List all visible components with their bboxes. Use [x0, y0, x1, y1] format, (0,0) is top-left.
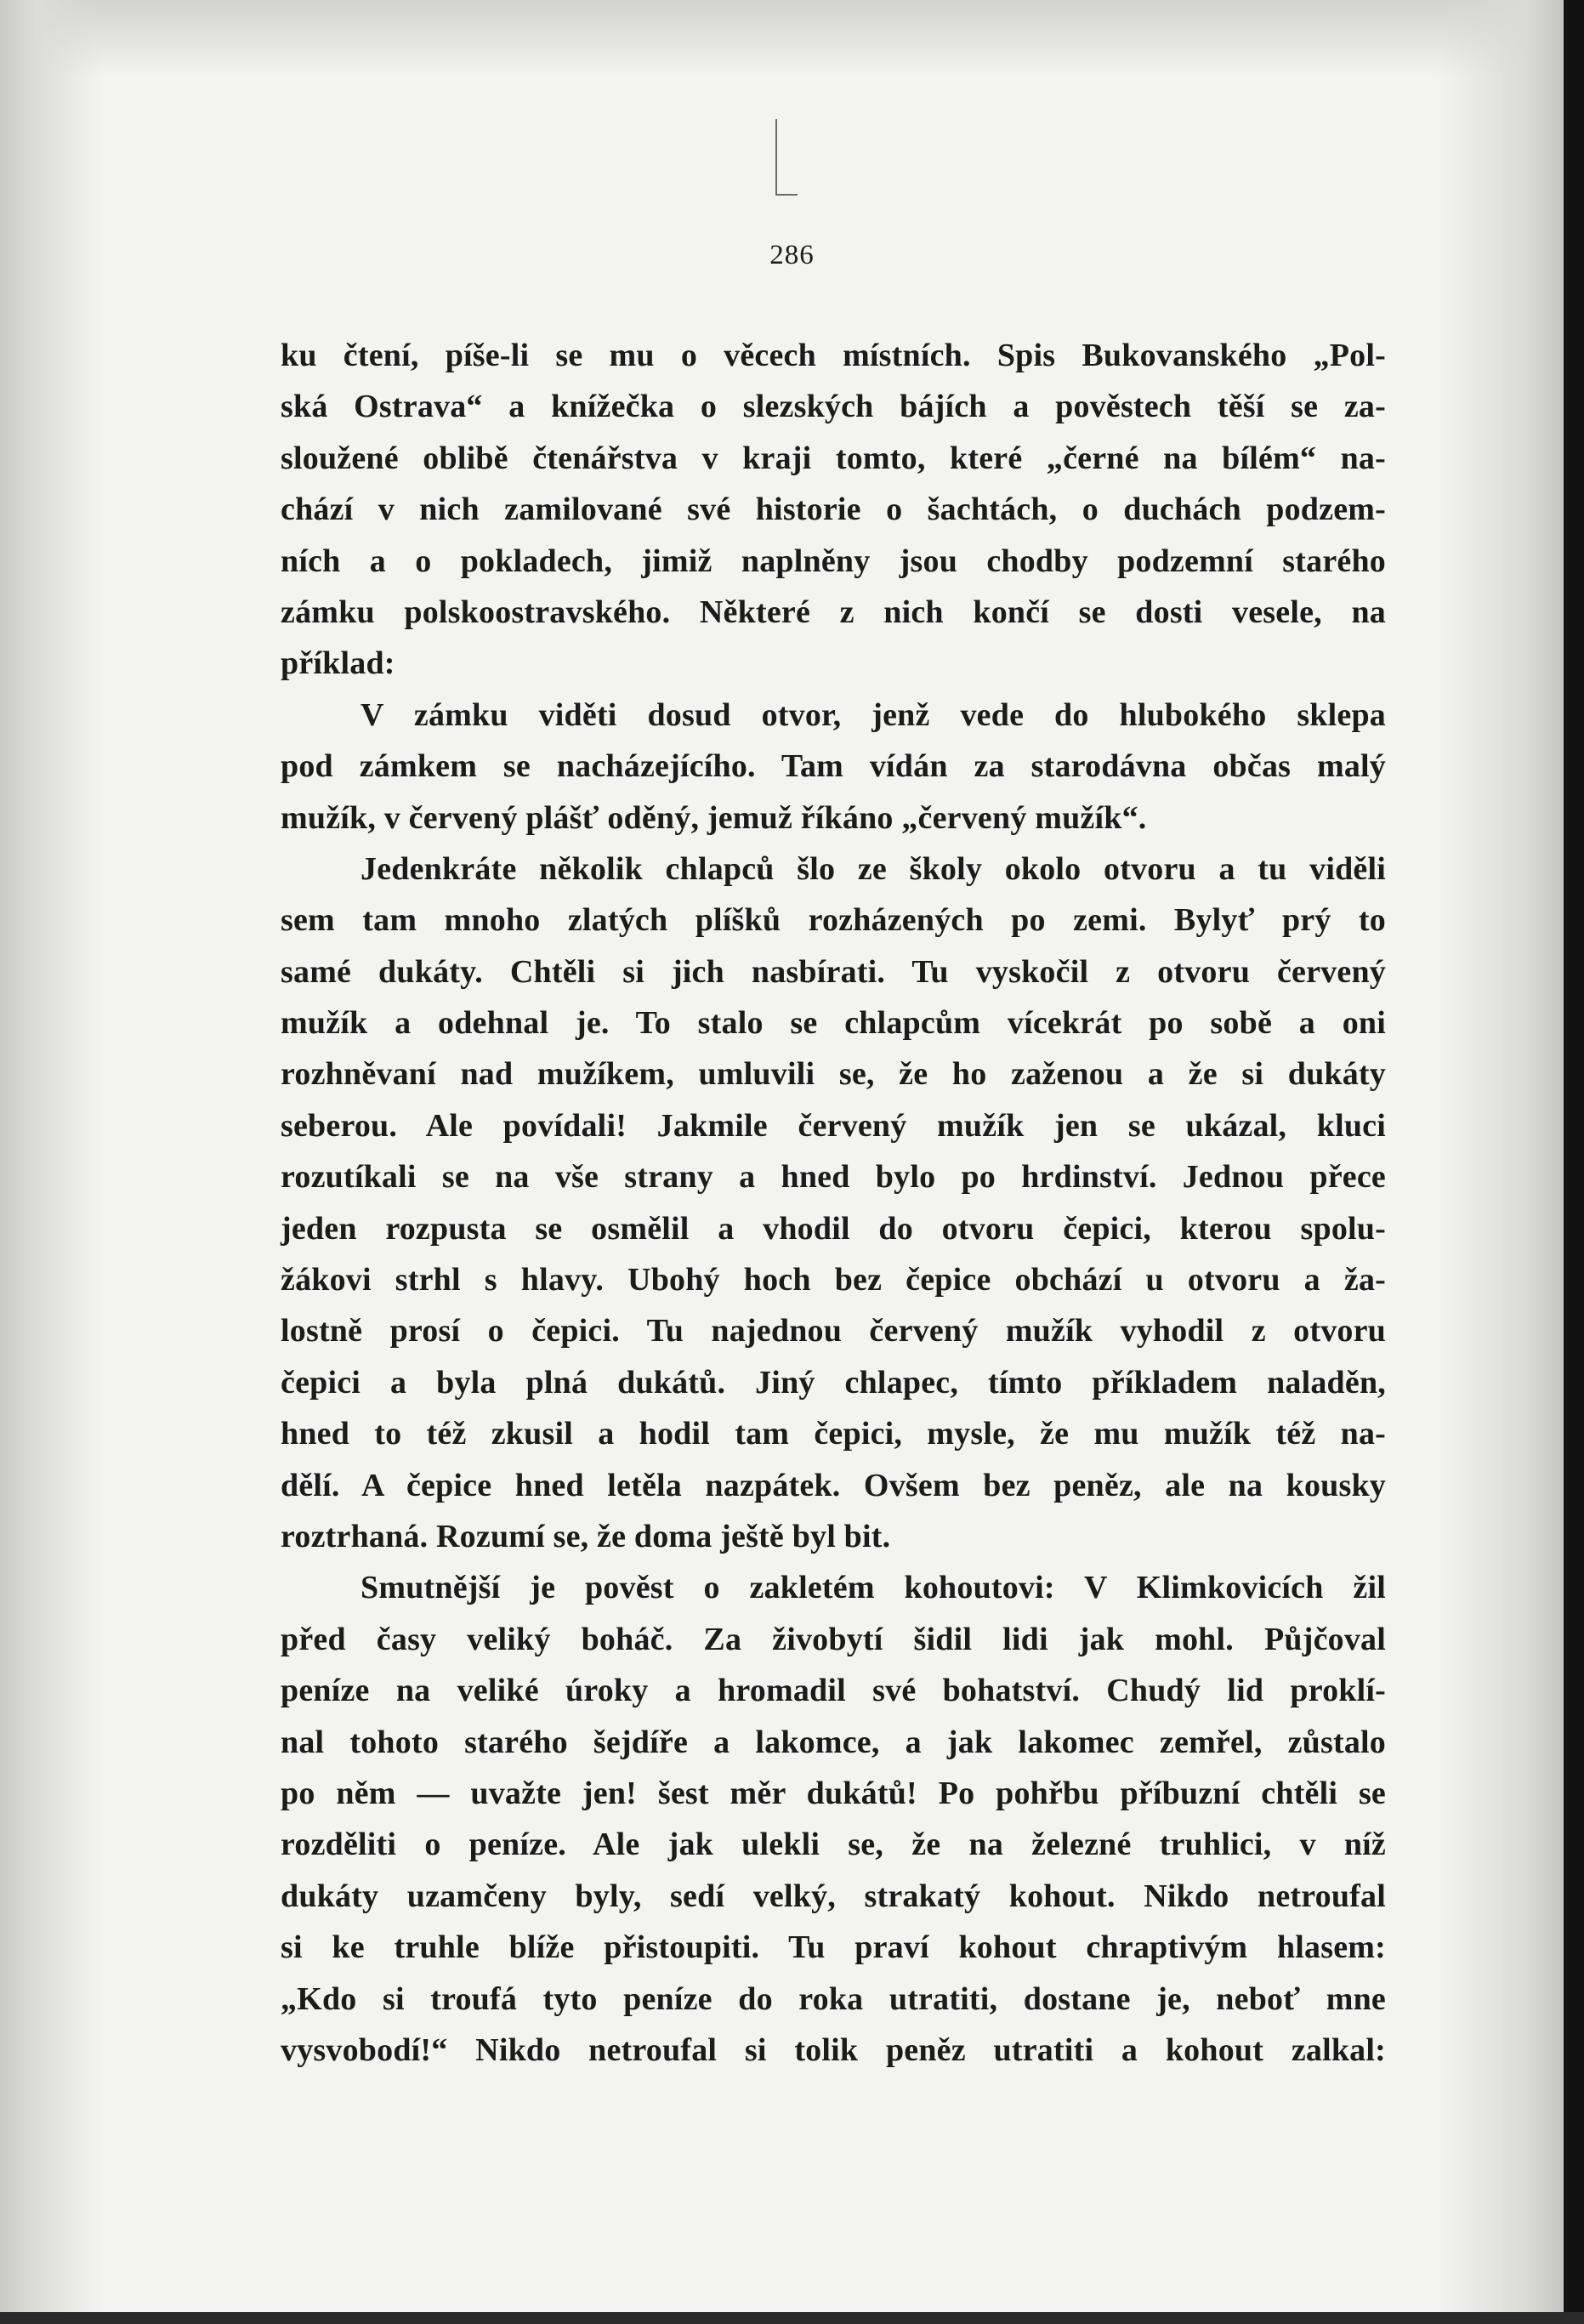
- text-line: si ke truhle blíže přistoupiti. Tu praví kohout chraptivým hlasem:: [281, 1929, 1386, 1966]
- scan-mark: [775, 119, 777, 196]
- text-line: rozhněvaní nad mužíkem, umluvili se, že ho zaženou a že si dukáty: [281, 1056, 1386, 1093]
- text-line: ních a o pokladech, jimiž naplněny jsou chodby podzemní starého: [281, 543, 1386, 579]
- text-line: peníze na veliké úroky a hromadil své bohatství. Chudý lid proklí-: [281, 1673, 1386, 1709]
- text-line: mužík a odehnal je. To stalo se chlapcům vícekrát po sobě a oni: [281, 1005, 1386, 1042]
- text-line: Jedenkráte několik chlapců šlo ze školy okolo otvoru a tu viděli: [361, 850, 1386, 887]
- text-line: Smutnější je pověst o zakletém kohoutovi: V Klimkovicích žil: [361, 1570, 1386, 1606]
- scan-shadow-right: [1438, 0, 1565, 2324]
- text-line: ku čtení, píše-li se mu o věcech místních. Spis Bukovanského „Pol-: [281, 338, 1386, 373]
- text-line: sem tam mnoho zlatých plíšků rozházených po zemi. Bylyť prý to: [281, 902, 1386, 939]
- text-line: rozutíkali se na vše strany a hned bylo po hrdinství. Jednou přece: [281, 1159, 1386, 1196]
- text-line: čepici a byla plná dukátů. Jiný chlapec, tímto příkladem naladěn,: [281, 1364, 1386, 1401]
- text-line: roztrhaná. Rozumí se, že doma ještě byl bit.: [281, 1518, 891, 1554]
- text-line: chází v nich zamilované své historie o šachtách, o duchách podzem-: [281, 492, 1386, 528]
- text-line: vysvobodí!“ Nikdo netroufal si tolik peněz utratiti a kohout zalkal:: [281, 2031, 1386, 2068]
- text-line: dukáty uzamčeny byly, sedí velký, strakatý kohout. Nikdo netroufal: [281, 1878, 1386, 1914]
- text-line: před časy veliký boháč. Za živobytí šidil lidi jak mohl. Půjčoval: [281, 1621, 1386, 1657]
- text-line: ská Ostrava“ a knížečka o slezských bájích a pověstech těší se za-: [281, 389, 1386, 425]
- text-line: žákovi strhl s hlavy. Ubohý hoch bez čepice obchází u otvoru a ža-: [281, 1262, 1386, 1298]
- text-line: mužík, v červený plášť oděný, jemuž říkáno „červený mužík“.: [281, 799, 1147, 836]
- scan-shadow-left: [0, 0, 102, 2324]
- text-line: jeden rozpusta se osmělil a vhodil do otvoru čepici, kterou spolu-: [281, 1210, 1386, 1247]
- text-line: dělí. A čepice hned letěla nazpátek. Ovšem bez peněz, ale na kousky: [281, 1467, 1386, 1503]
- text-line: zámku polskoostravského. Některé z nich končí se dosti vesele, na: [281, 594, 1386, 630]
- body-text: [281, 330, 1386, 2076]
- text-line: po něm — uvažte jen! šest měr dukátů! Po pohřbu příbuzní chtěli se: [281, 1775, 1386, 1811]
- text-line: hned to též zkusil a hodil tam čepici, mysle, že mu mužík též na-: [281, 1416, 1386, 1452]
- scan-mark-foot: [775, 194, 798, 196]
- page-number: 286: [769, 240, 815, 270]
- scan-shadow-top: [0, 0, 1584, 77]
- text-line: pod zámkem se nacházejícího. Tam vídán za starodávna občas malý: [281, 748, 1386, 785]
- text-line: V zámku viděti dosud otvor, jenž vede do hlubokého sklepa: [361, 696, 1386, 733]
- text-line: „Kdo si troufá tyto peníze do roka utratiti, dostane je, neboť mne: [281, 1980, 1386, 2017]
- text-line: samé dukáty. Chtěli si jich nasbírati. Tu vyskočil z otvoru červený: [281, 953, 1386, 990]
- text-line: sloužené oblibě čtenářstva v kraji tomto, které „černé na bílém“ na-: [281, 440, 1386, 476]
- text-line: lostně prosí o čepici. Tu najednou červený mužík vyhodil z otvoru: [281, 1313, 1386, 1350]
- text-line: příklad:: [281, 645, 395, 682]
- page-edge-right: [1564, 0, 1584, 2324]
- page-edge-bottom: [0, 2312, 1584, 2324]
- text-line: rozděliti o peníze. Ale jak ulekli se, že na železné truhlici, v níž: [281, 1827, 1386, 1863]
- text-line: seberou. Ale povídali! Jakmile červený mužík jen se ukázal, kluci: [281, 1107, 1386, 1144]
- text-line: nal tohoto starého šejdíře a lakomce, a jak lakomec zemřel, zůstalo: [281, 1724, 1386, 1760]
